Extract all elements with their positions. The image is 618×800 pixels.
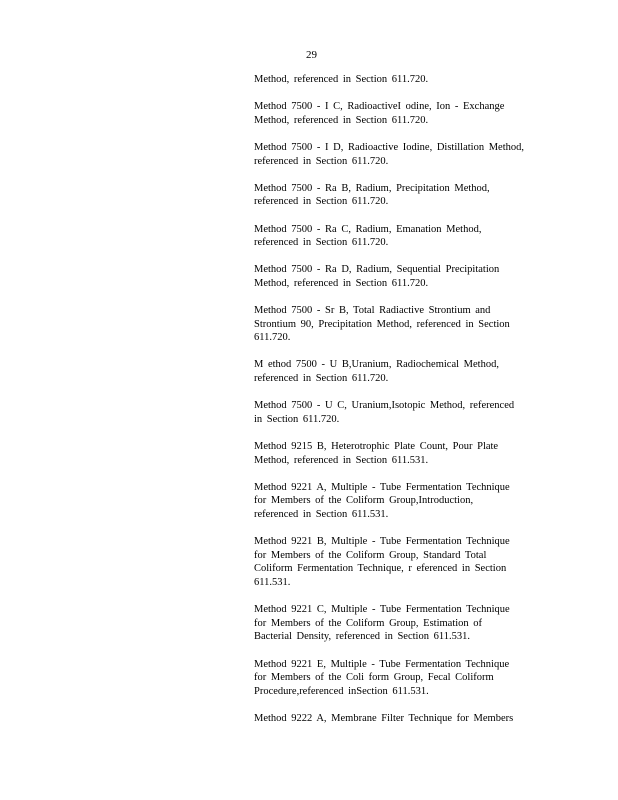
method-entry: M ethod 7500 - U B,Uranium, Radiochemical Method, referenced in Section 611.720. <box>254 359 499 385</box>
document-body <box>254 73 532 739</box>
method-entry: Method 7500 - I D, Radioactive Iodine, Distillation Method, referenced in Section 611.720. <box>254 141 524 167</box>
page-number: 29 <box>306 49 317 61</box>
method-entry: Method 9222 A, Membrane Filter Technique for Members <box>254 712 514 724</box>
method-entry: Method 9221 A, Multiple - Tube Fermentation Technique for Members of the Coliform Group,Introduction, referenced in Section 611.531. <box>254 481 510 520</box>
method-entry: Method 7500 - Sr B, Total Radiactive Strontium and Strontium 90, Precipitation Method, referenced in Section 611.720. <box>254 305 510 344</box>
method-entry: Method 9221 E, Multiple - Tube Fermentation Technique for Members of the Coli form Group, Fecal Coliform Procedure,referenced inSection 611.531. <box>254 658 510 697</box>
method-entry: Method 7500 - Ra C, Radium, Emanation Method, referenced in Section 611.720. <box>254 223 482 249</box>
method-entry: Method 9221 B, Multiple - Tube Fermentation Technique for Members of the Coliform Group, Standard Total Coliform Fermentation Technique, r eferenced in Section 611.531. <box>254 536 510 588</box>
method-entry: Method 7500 - U C, Uranium,Isotopic Method, referenced in Section 611.720. <box>254 400 515 425</box>
method-entry: Method 7500 - Ra B, Radium, Precipitation Method, referenced in Section 611.720. <box>254 182 490 208</box>
method-entry: Method 7500 - Ra D, Radium, Sequential Precipitation Method, referenced in Section 611.720. <box>254 264 500 289</box>
method-entry: Method, referenced in Section 611.720. <box>254 74 429 85</box>
method-entry: Method 9221 C, Multiple - Tube Fermentation Technique for Members of the Coliform Group, Estimation of Bacterial Density, referenced in Section 611.531. <box>254 604 510 643</box>
method-entry: Method 9215 B, Heterotrophic Plate Count, Pour Plate Method, referenced in Section 611.531. <box>254 441 499 466</box>
method-entry: Method 7500 - I C, RadioactiveI odine, Ion - Exchange Method, referenced in Section 611.720. <box>254 101 505 126</box>
